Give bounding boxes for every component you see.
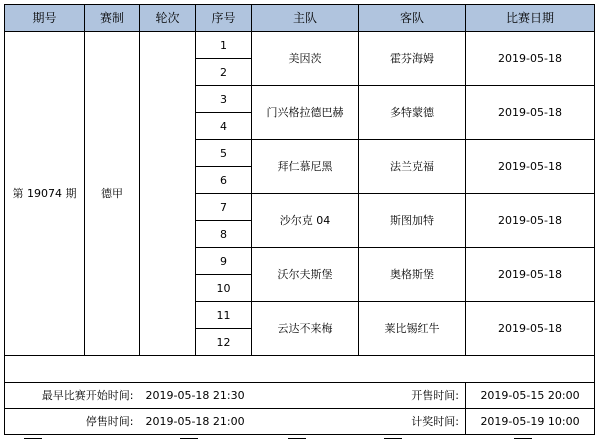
header-row: [5, 5, 595, 32]
blank-cell: [5, 356, 595, 383]
league-cell: 德甲: [85, 32, 140, 356]
header-date: 比赛日期: [466, 5, 595, 32]
seq-cell: 12: [196, 329, 252, 356]
dash-mark: [514, 438, 532, 439]
seq-cell: 3: [196, 86, 252, 113]
seq-cell: 6: [196, 167, 252, 194]
info-row-1: [5, 383, 595, 409]
match-date-cell: 2019-05-18: [466, 302, 595, 356]
issue-cell: 第 19074 期: [5, 32, 85, 356]
seq-cell: 7: [196, 194, 252, 221]
away-team-cell: 霍芬海姆: [359, 32, 466, 86]
table-row: [5, 32, 595, 59]
home-team-cell: 沃尔夫斯堡: [252, 248, 359, 302]
match-date-cell: 2019-05-18: [466, 32, 595, 86]
home-team-cell: 云达不来梅: [252, 302, 359, 356]
seq-cell: 1: [196, 32, 252, 59]
home-team-cell: 沙尔克 04: [252, 194, 359, 248]
away-team-cell: 斯图加特: [359, 194, 466, 248]
seq-cell: 10: [196, 275, 252, 302]
header-home: 主队: [252, 5, 359, 32]
seq-cell: 2: [196, 59, 252, 86]
award-label: 计奖时间:: [359, 409, 466, 435]
sale-start-label: 开售时间:: [359, 383, 466, 409]
dash-mark: [24, 438, 42, 439]
sale-start-value: 2019-05-15 20:00: [466, 383, 595, 409]
round-cell: [140, 32, 196, 356]
header-round: 轮次: [140, 5, 196, 32]
seq-cell: 11: [196, 302, 252, 329]
home-team-cell: 拜仁慕尼黑: [252, 140, 359, 194]
header-seq: 序号: [196, 5, 252, 32]
home-team-cell: 美因茨: [252, 32, 359, 86]
seq-cell: 5: [196, 140, 252, 167]
earliest-start-label: 最早比赛开始时间:: [5, 383, 140, 409]
dash-mark: [288, 438, 306, 439]
award-value: 2019-05-19 10:00: [466, 409, 595, 435]
sale-stop-label: 停售时间:: [5, 409, 140, 435]
away-team-cell: 莱比锡红牛: [359, 302, 466, 356]
dash-mark: [180, 438, 198, 439]
sale-stop-value: 2019-05-18 21:00: [140, 409, 359, 435]
seq-cell: 9: [196, 248, 252, 275]
match-date-cell: 2019-05-18: [466, 140, 595, 194]
blank-row: [5, 356, 595, 383]
header-issue: 期号: [5, 5, 85, 32]
header-league: 赛制: [85, 5, 140, 32]
seq-cell: 8: [196, 221, 252, 248]
info-row-2: [5, 409, 595, 435]
match-date-cell: 2019-05-18: [466, 86, 595, 140]
seq-cell: 4: [196, 113, 252, 140]
page-break-dashes: [4, 436, 594, 442]
away-team-cell: 奥格斯堡: [359, 248, 466, 302]
schedule-table: [4, 4, 595, 435]
dash-mark: [384, 438, 402, 439]
home-team-cell: 门兴格拉德巴赫: [252, 86, 359, 140]
match-date-cell: 2019-05-18: [466, 248, 595, 302]
away-team-cell: 法兰克福: [359, 140, 466, 194]
earliest-start-value: 2019-05-18 21:30: [140, 383, 359, 409]
header-away: 客队: [359, 5, 466, 32]
match-date-cell: 2019-05-18: [466, 194, 595, 248]
away-team-cell: 多特蒙德: [359, 86, 466, 140]
